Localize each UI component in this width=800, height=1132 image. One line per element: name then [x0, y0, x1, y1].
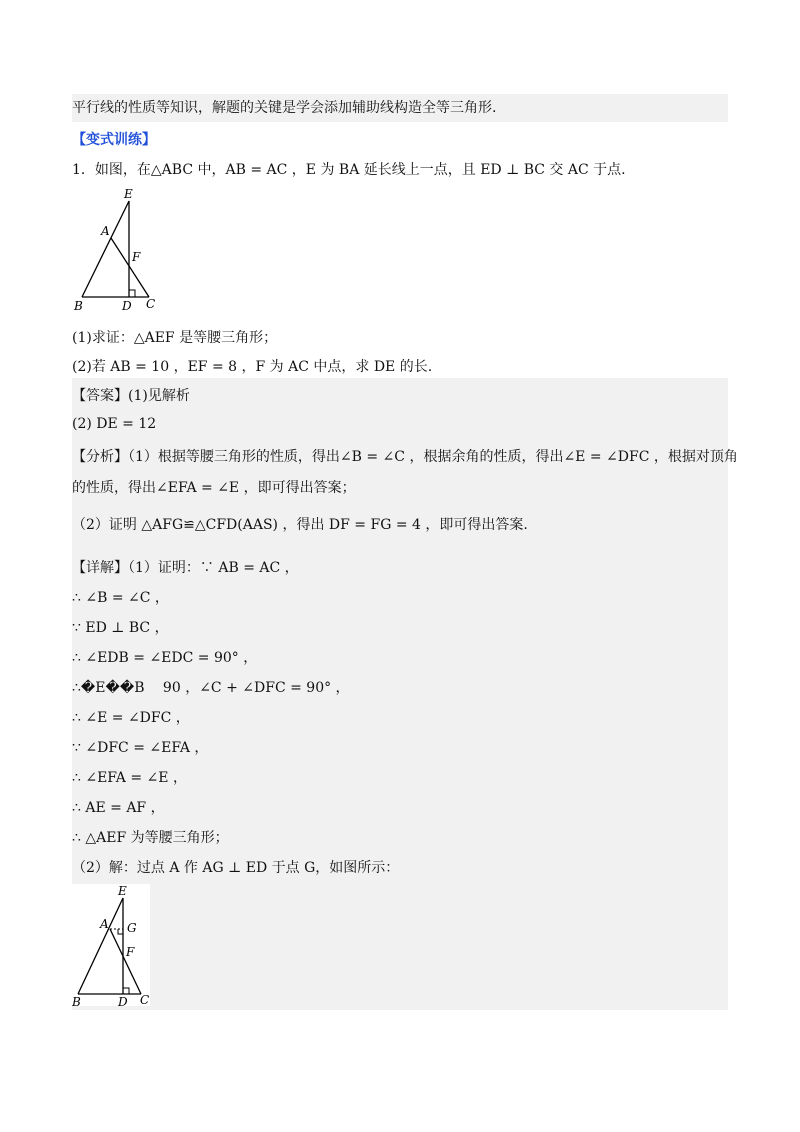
detail-line-4: ∴ ∠EDB = ∠EDC = 90° ， — [72, 650, 258, 666]
segment-AC — [110, 929, 141, 994]
label-A: A — [100, 917, 109, 931]
detail-line-5: ∴�E��B 90 ，∠C + ∠DFC = 90° ， — [72, 680, 350, 696]
answer-1: 【答案】(1)见解析 — [72, 388, 190, 404]
detail-line-1: 【详解】（1）证明：∵ AB = AC ， — [72, 560, 299, 576]
label-E: E — [124, 187, 133, 201]
label-D: D — [122, 299, 132, 313]
label-C: C — [140, 993, 150, 1007]
segment-BA-extended — [78, 898, 123, 994]
label-B: B — [74, 299, 83, 313]
right-angle-mark — [129, 290, 135, 297]
detail-line-9: ∴ AE = AF ， — [72, 800, 165, 816]
label-D: D — [118, 995, 128, 1008]
label-G: G — [127, 921, 137, 935]
detail-line-11: （2）解：过点 A 作 AG ⊥ ED 于点 G，如图所示： — [72, 860, 400, 876]
right-angle-mark-D — [123, 988, 129, 994]
question-2: (2)若 AB = 10 ，EF = 8 ，F 为 AC 中点，求 DE 的长. — [72, 359, 433, 375]
section-heading: 【变式训练】 — [72, 132, 156, 148]
triangle-figure-2 — [72, 884, 152, 1008]
problem-stem: 1．如图，在△ABC 中，AB = AC ，E 为 BA 延长线上一点，且 ED ⊥ BC 交 AC 于点. — [72, 162, 626, 178]
label-E: E — [118, 884, 127, 898]
right-angle-mark-G — [118, 929, 123, 934]
question-1: (1)求证：△AEF 是等腰三角形； — [72, 330, 278, 346]
label-F: F — [126, 945, 135, 959]
analysis-line-3: （2）证明 △AFG≌△CFD(AAS) ，得出 DF = FG = 4 ，即可得出答案. — [72, 517, 528, 533]
detail-line-6: ∴ ∠E = ∠DFC ， — [72, 710, 190, 726]
label-F: F — [132, 250, 141, 264]
detail-line-2: ∴ ∠B = ∠C ， — [72, 590, 169, 606]
label-C: C — [146, 297, 156, 311]
detail-line-8: ∴ ∠EFA = ∠E ， — [72, 770, 187, 786]
detail-line-10: ∴ △AEF 为等腰三角形； — [72, 830, 229, 846]
analysis-line-1: 【分析】（1）根据等腰三角形的性质，得出∠B = ∠C ，根据余角的性质，得出∠E = ∠DFC ，根据对顶角 — [72, 449, 738, 465]
label-B: B — [72, 995, 81, 1008]
detail-line-3: ∵ ED ⊥ BC ， — [72, 620, 169, 636]
label-A: A — [101, 224, 110, 238]
segment-BA-extended — [82, 201, 129, 297]
analysis-line-2: 的性质，得出∠EFA = ∠E ，即可得出答案； — [72, 480, 356, 496]
detail-line-7: ∵ ∠DFC = ∠EFA ， — [72, 740, 209, 756]
triangle-figure-1 — [72, 186, 172, 316]
segment-AC — [111, 238, 149, 297]
answer-2: (2) DE = 12 — [72, 416, 157, 432]
intro-line: 平行线的性质等知识，解题的关键是学会添加辅助线构造全等三角形. — [72, 100, 497, 116]
